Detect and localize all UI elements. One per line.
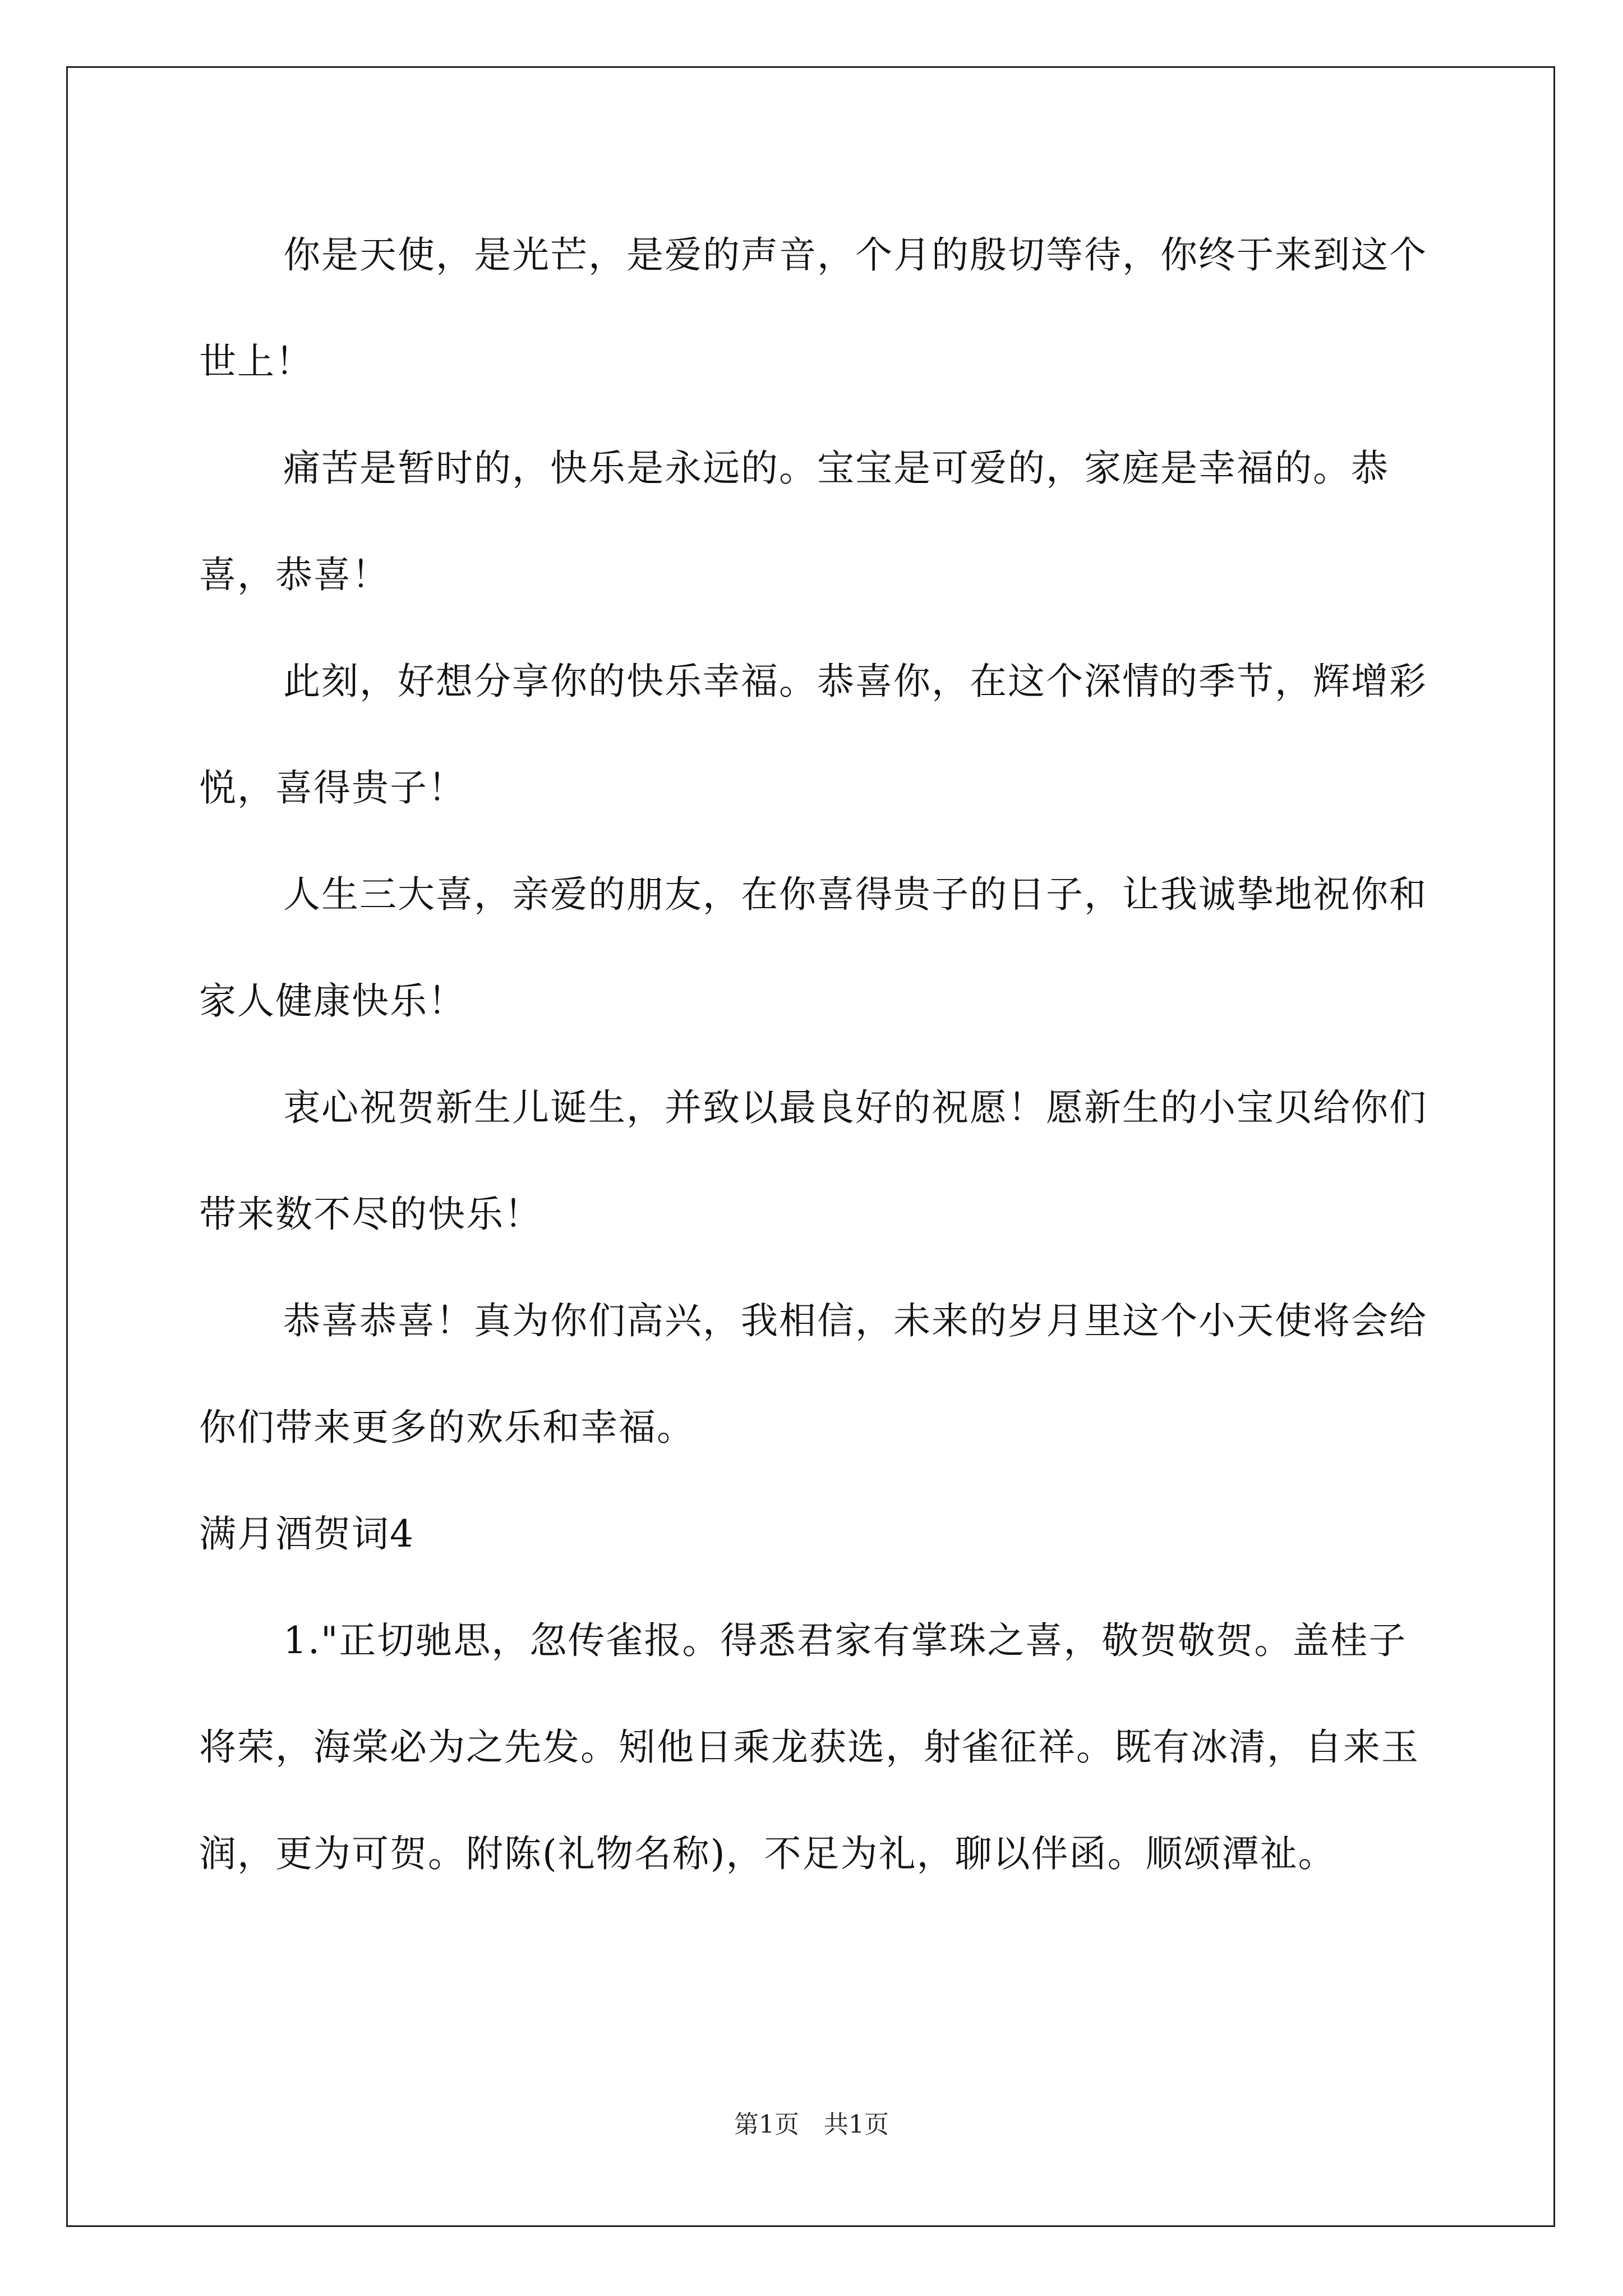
paragraph-7: 1."正切驰思，忽传雀报。得悉君家有掌珠之喜，敬贺敬贺。盖桂子将荣，海棠必为之先发。矧他日乘龙获选，射雀征祥。既有冰清，自来玉润，更为可贺。附陈(礼物名称)，不足为礼，聊以伴函。顺颂潭祉。 xyxy=(199,1619,1419,1875)
page-footer: 第1页 共1页 xyxy=(734,2110,889,2139)
paragraph-2: 痛苦是暂时的，快乐是永远的。宝宝是可爱的，家庭是幸福的。恭喜，恭喜！ xyxy=(199,447,1389,596)
section-heading: 满月酒贺词4 xyxy=(199,1512,414,1556)
document-body xyxy=(199,202,1427,1907)
paragraph-6: 恭喜恭喜！真为你们高兴，我相信，未来的岁月里这个小天使将会给你们带来更多的欢乐和幸福。 xyxy=(199,1299,1427,1449)
paragraph-5: 衷心祝贺新生儿诞生，并致以最良好的祝愿！愿新生的小宝贝给你们带来数不尽的快乐！ xyxy=(199,1086,1427,1236)
paragraph-4: 人生三大喜，亲爱的朋友，在你喜得贵子的日子，让我诚挚地祝你和家人健康快乐！ xyxy=(199,873,1427,1023)
paragraph-1: 你是天使，是光芒，是爱的声音，个月的殷切等待，你终于来到这个世上！ xyxy=(199,233,1427,383)
paragraph-3: 此刻，好想分享你的快乐幸福。恭喜你，在这个深情的季节，辉增彩悦，喜得贵子！ xyxy=(199,660,1427,809)
